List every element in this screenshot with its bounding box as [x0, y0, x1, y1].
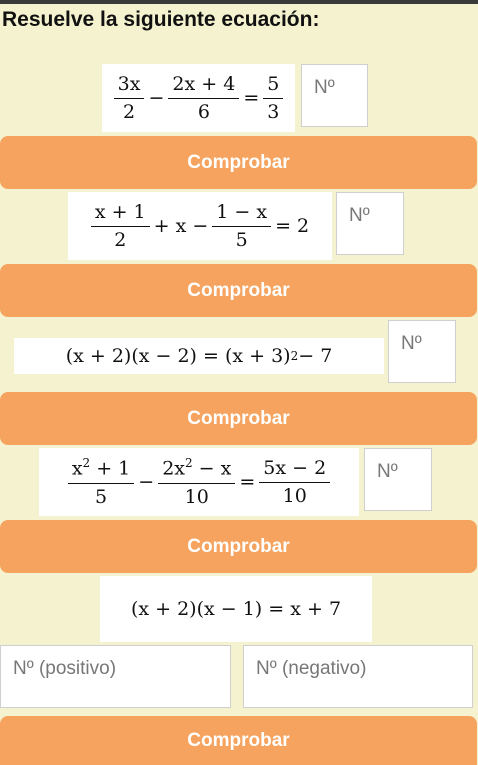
numerator	[68, 457, 134, 483]
exponent: 2	[82, 456, 91, 471]
check-button-3[interactable]: Comprobar	[0, 392, 477, 445]
answer-input-2[interactable]: Nº	[336, 192, 404, 255]
check-button-5[interactable]: Comprobar	[0, 716, 477, 765]
exponent: 2	[185, 456, 193, 471]
numerator: 1 − x	[212, 203, 271, 227]
operator: = 2	[275, 215, 310, 237]
status-bar	[0, 0, 478, 4]
term: x	[71, 457, 83, 480]
numerator: 5x − 2	[259, 459, 330, 483]
page-title: Resuelve la siguiente ecuación:	[2, 8, 320, 31]
denominator: 3	[267, 100, 280, 123]
operator: =	[239, 471, 256, 493]
operator: −	[138, 471, 155, 493]
denominator: 2	[114, 228, 127, 251]
check-button-2[interactable]: Comprobar	[0, 264, 477, 317]
fraction	[212, 200, 271, 251]
term: + 1	[90, 457, 131, 480]
denominator: 10	[184, 485, 209, 508]
fraction	[168, 72, 239, 123]
numerator: x + 1	[91, 203, 150, 227]
fraction	[91, 200, 150, 251]
equation-3	[14, 338, 384, 374]
check-button-4[interactable]: Comprobar	[0, 520, 477, 573]
answer-input-positive[interactable]: Nº (positivo)	[0, 645, 231, 708]
answer-input-1[interactable]: Nº	[301, 64, 368, 127]
term: − x	[192, 457, 232, 480]
fraction	[263, 72, 283, 123]
check-button-1[interactable]: Comprobar	[0, 136, 477, 189]
numerator: 3x	[114, 75, 145, 99]
denominator: 5	[94, 485, 108, 508]
fraction	[158, 457, 235, 506]
equation-4	[39, 448, 359, 516]
equation-rhs: − 7	[298, 345, 333, 367]
answer-input-3[interactable]: Nº	[388, 320, 456, 383]
answer-input-negative[interactable]: Nº (negativo)	[243, 645, 473, 708]
numerator: 5	[263, 75, 283, 99]
equation-text: (x + 2)(x − 1) = x + 7	[130, 598, 342, 620]
equation-1	[102, 64, 295, 132]
denominator: 2	[123, 100, 136, 123]
fraction	[68, 457, 134, 506]
denominator: 6	[197, 100, 210, 123]
numerator: 2x + 4	[168, 75, 239, 99]
denominator: 5	[235, 228, 248, 251]
operator: −	[148, 87, 165, 109]
numerator	[158, 457, 235, 483]
operator: + x −	[153, 215, 209, 237]
equation-2	[68, 192, 332, 260]
exponent: 2	[290, 349, 299, 363]
fraction	[114, 72, 145, 123]
operator: =	[243, 87, 260, 109]
answer-input-4[interactable]: Nº	[364, 448, 432, 511]
fraction	[259, 456, 330, 507]
term: 2x	[162, 457, 185, 480]
equation-5	[100, 576, 372, 642]
equation-lhs: (x + 2)(x − 2) = (x + 3)	[65, 345, 291, 367]
denominator: 10	[282, 484, 307, 507]
